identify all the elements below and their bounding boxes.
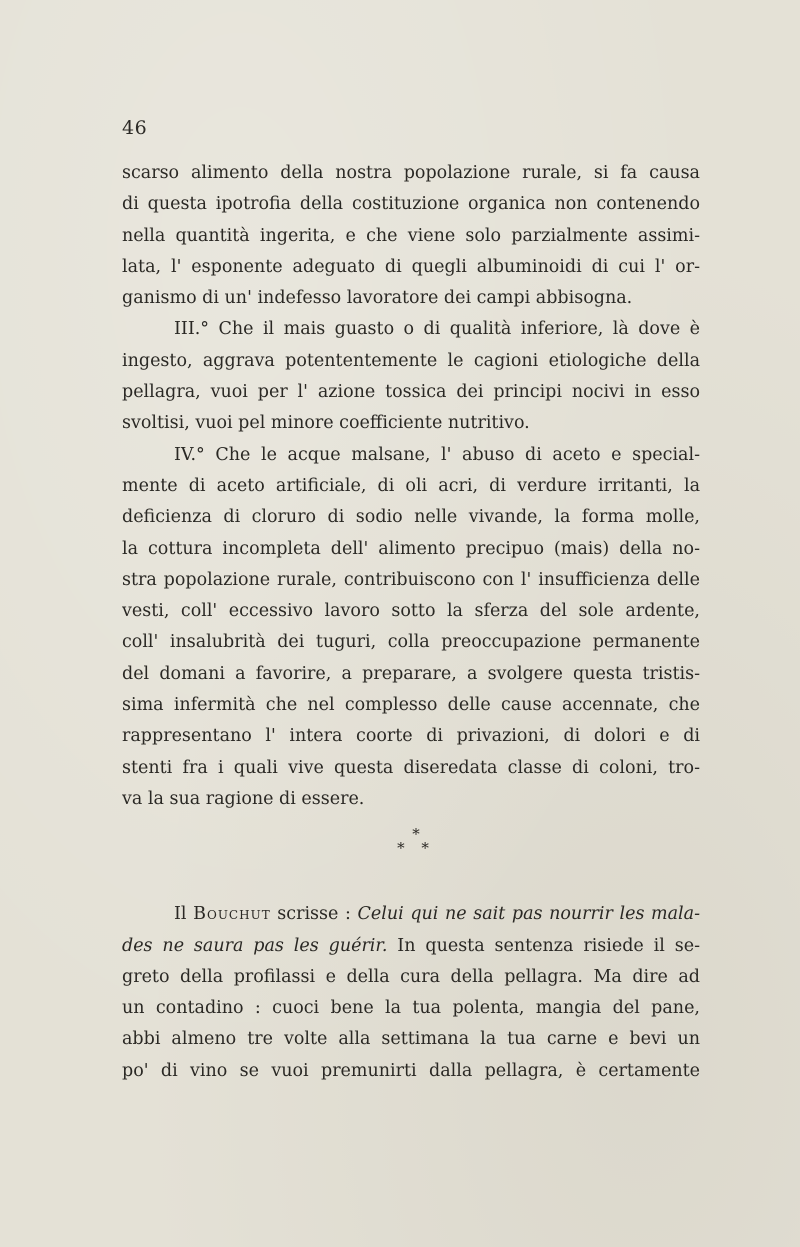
text-line: svoltisi, vuoi pel minore coefficiente nutritivo. <box>122 413 530 434</box>
text-line: stra popolazione rurale, contribuiscono con l' insufficienza delle <box>122 569 700 590</box>
asterism-separator <box>122 815 700 899</box>
text-run: scrisse : <box>270 904 358 925</box>
french-quote: des ne saura pas les guérir. <box>122 935 388 956</box>
text-line <box>122 899 700 930</box>
text-line: di questa ipotrofia della costituzione organica non contenendo <box>122 194 700 215</box>
text-line: coll' insalubrità dei tuguri, colla preoccupazione permanente <box>122 632 700 653</box>
text-line: ganismo di un' indefesso lavoratore dei campi abbisogna. <box>122 288 633 309</box>
french-quote: Celui qui ne sait pas nourrir les mala- <box>357 904 700 925</box>
text-line: po' di vino se vuoi premunirti dalla pellagra, è certamente <box>122 1060 700 1081</box>
text-line: abbi almeno tre volte alla settimana la tua carne e bevi un <box>122 1029 700 1050</box>
text-line: sima infermità che nel complesso delle cause accennate, che <box>122 695 700 716</box>
paragraph-3 <box>122 440 700 816</box>
text-line: greto della profilassi e della cura della pellagra. Ma dire ad <box>122 966 700 987</box>
text-line: un contadino : cuoci bene la tua polenta, mangia del pane, <box>122 998 700 1019</box>
text-line: IV.° Che le acque malsane, l' abuso di aceto e special- <box>174 444 700 465</box>
text-line: rappresentano l' intera coorte di privazioni, di dolori e di <box>122 726 700 747</box>
text-line: vesti, coll' eccessivo lavoro sotto la sferza del sole ardente, <box>122 601 700 622</box>
text-line: lata, l' esponente adeguato di quegli albuminoidi di cui l' or- <box>122 256 700 277</box>
asterism-top: * <box>412 825 420 844</box>
text-line: la cottura incompleta dell' alimento precipuo (mais) della no- <box>122 538 700 559</box>
text-run: Il <box>174 904 194 925</box>
body-text <box>122 158 700 1087</box>
text-line: mente di aceto artificiale, di oli acri, di verdure irritanti, la <box>122 475 700 496</box>
paragraph-2 <box>122 314 700 439</box>
text-line: scarso alimento della nostra popolazione rurale, si fa causa <box>122 163 700 183</box>
text-line: III.° Che il mais guasto o di qualità inferiore, là dove è <box>174 319 700 340</box>
author-name: Bouchut <box>193 904 271 925</box>
text-line: deficienza di cloruro di sodio nelle vivande, la forma molle, <box>122 507 700 528</box>
text-line: pellagra, vuoi per l' azione tossica dei principi nocivi in esso <box>122 382 700 403</box>
asterism-bottom: * * <box>397 839 435 858</box>
page-number: 46 <box>122 117 148 139</box>
paragraph-1 <box>122 158 700 314</box>
text-line <box>122 931 700 962</box>
paragraph-4 <box>122 899 700 1087</box>
text-line: stenti fra i quali vive questa diseredata classe di coloni, tro- <box>122 757 700 778</box>
text-line: va la sua ragione di essere. <box>122 788 365 809</box>
text-run: In questa sentenza risiede il se- <box>387 935 700 956</box>
text-line: ingesto, aggrava potententemente le cagioni etiologiche della <box>122 350 700 371</box>
text-line: del domani a favorire, a preparare, a svolgere questa tristis- <box>122 663 700 684</box>
text-line: nella quantità ingerita, e che viene solo parzialmente assimi- <box>122 225 700 246</box>
